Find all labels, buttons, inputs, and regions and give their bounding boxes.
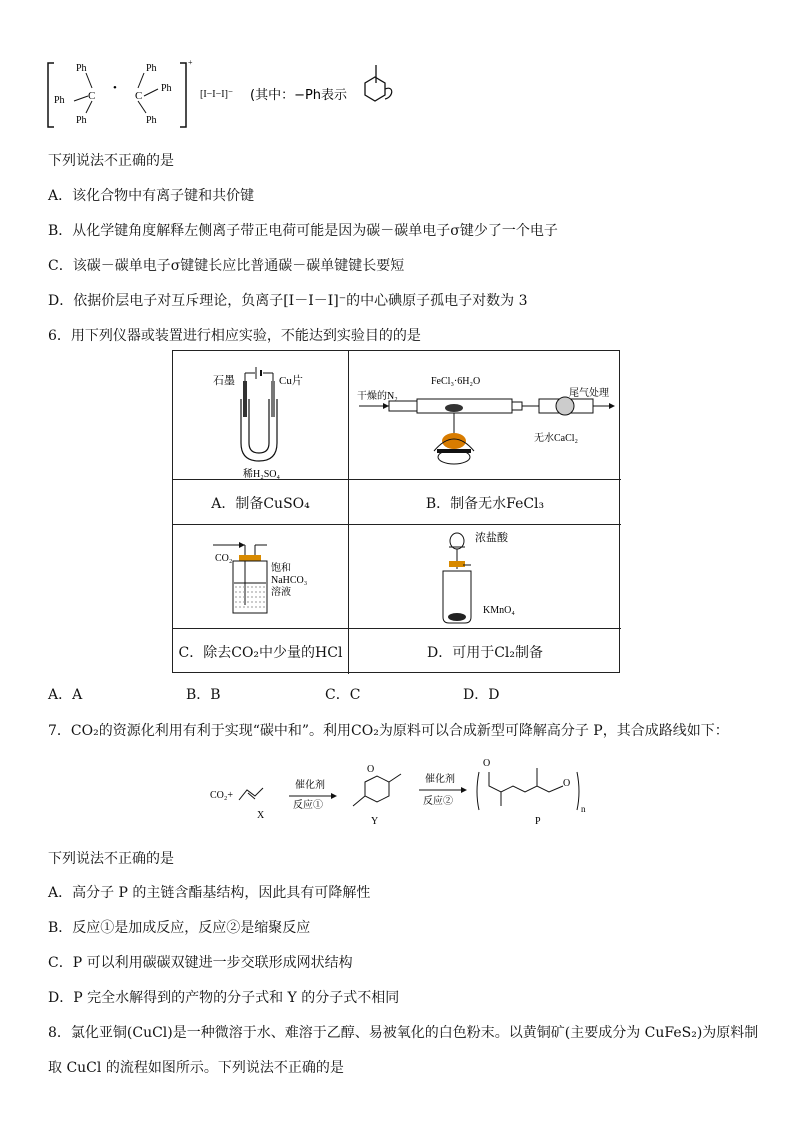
fecl3-hydrate-label: FeCl₃·6H₂O [431,376,481,387]
q5-stem: 下列说法不正确的是 [48,153,174,169]
q5-structure [40,55,460,135]
cu-label: Cu片 [279,375,303,387]
fecl3-dehydration-diagram [349,351,619,480]
ph-label: Ph [76,115,87,126]
ring-o-label: O [367,764,375,775]
apparatus-a-cell [173,351,349,480]
ph-label: Ph [146,63,157,74]
apparatus-b-cell [349,351,621,480]
reaction-2-label: 反应② [423,796,453,807]
caption-c-cell [173,629,349,674]
caption-a-cell [173,480,349,525]
caption-b-cell [349,480,621,525]
x-label: X [257,810,265,821]
cation-charge: + [188,58,193,67]
caption-c: C．除去CO₂中少量的HCl [178,645,343,661]
ph-note: (其中：−Ph表示 [250,88,348,103]
choice-a: A．A [48,687,83,703]
co2-plus-label: CO₂+ [210,790,234,801]
carbon-label: C [135,90,143,102]
dry-n2-label: 干燥的N₂ [357,391,398,402]
caption-b: B．制备无水FeCl₃ [425,496,545,512]
q8-stem-line-2: 取 CuCl 的流程如图所示。下列说法不正确的是 [48,1060,344,1076]
reaction-1-label: 反应① [293,800,323,811]
carbon-label: C [88,90,96,102]
anhydrous-cacl2-label: 无水CaCl₂ [534,433,579,444]
q7-option-b: B．反应①是加成反应，反应②是缩聚反应 [48,920,311,936]
ph-label: Ph [161,83,172,94]
choice-d: D．D [463,687,500,703]
triphenylmethyl-dimer-cation-diagram [40,55,460,135]
solution-label: 溶液 [271,587,291,598]
saturated-label: 饱和 [271,563,291,574]
catalyst-label: 催化剂 [425,774,455,785]
apparatus-c-cell [173,525,349,629]
n-subscript: n [581,804,586,814]
synthesis-route-diagram [205,752,605,832]
ph-label: Ph [146,115,157,126]
apparatus-d-cell [349,525,621,629]
q5-option-c: C．该碳－碳单电子σ键键长应比普通碳－碳单键键长要短 [48,258,405,274]
caption-d: D．可用于Cl₂制备 [426,645,544,661]
ether-o-label: O [563,778,571,789]
q8-stem-line-1: 8．氯化亚铜(CuCl)是一种微溶于水、难溶于乙醇、易被氧化的白色粉末。以黄铜矿(主要成分为 CuFeS₂)为原料制 [48,1025,759,1041]
q5-option-d: D．依据价层电子对互斥理论，负离子[I－I－I]⁻的中心碘原子孤电子对数为 3 [48,293,528,309]
tail-gas-label: 尾气处理 [569,388,609,399]
conc-hcl-label: 浓盐酸 [475,532,508,544]
nahco3-label: NaHCO₃ [271,575,308,586]
co2-label: CO₂ [215,553,233,564]
kmno4-label: KMnO₄ [483,605,515,616]
q7-stem-2: 下列说法不正确的是 [48,851,174,867]
q7-option-c: C．P 可以利用碳碳双键进一步交联形成网状结构 [48,955,353,971]
gas-washing-bottle-diagram [173,525,349,629]
q7-option-a: A．高分子 P 的主链含酯基结构，因此具有可降解性 [48,885,371,901]
ph-label: Ph [76,63,87,74]
y-label: Y [371,816,379,827]
q6-apparatus-table [172,350,620,673]
choice-b: B．B [186,687,221,703]
u-tube-electrolysis-diagram [173,351,349,480]
q7-stem: 7．CO₂的资源化利用有利于实现“碳中和”。利用CO₂为原料可以合成新型可降解高分子 P，其合成路线如下： [48,723,729,739]
carbonyl-o-label: O [483,758,491,769]
radical-dot: • [113,82,117,94]
chlorine-generator-diagram [349,525,619,629]
caption-a: A．制备CuSO₄ [211,496,310,512]
q5-option-b: B．从化学键角度解释左侧离子带正电荷可能是因为碳－碳单电子σ键少了一个电子 [48,223,558,239]
q5-option-a: A．该化合物中有离子键和共价键 [48,188,255,204]
choice-c: C．C [325,687,361,703]
dilute-h2so4-label: 稀H₂SO₄ [243,469,280,480]
q7-option-d: D．P 完全水解得到的产物的分子式和 Y 的分子式不相同 [48,990,400,1006]
triiodide-anion: [I−I−I]⁻ [200,89,234,100]
caption-d-cell [349,629,621,674]
catalyst-label: 催化剂 [295,780,325,791]
graphite-label: 石墨 [213,375,235,387]
q7-synthesis-scheme [205,752,605,832]
p-label: P [535,816,541,827]
q6-stem: 6．用下列仪器或装置进行相应实验，不能达到实验目的的是 [48,328,421,344]
ph-label: Ph [54,95,65,106]
